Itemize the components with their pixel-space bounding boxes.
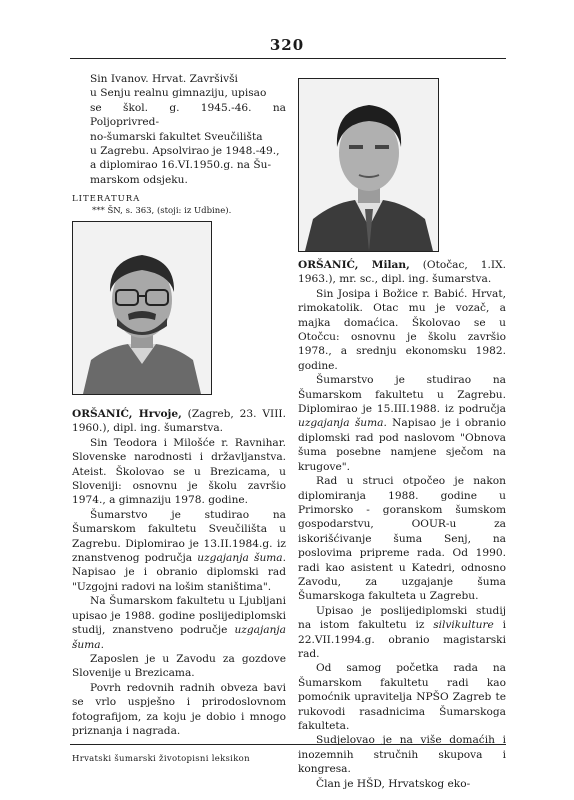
emphasis: uzgajanja šuma: [298, 417, 384, 430]
paragraph: [298, 373, 506, 474]
paragraph: Povrh redovnih radnih obveza bavi se vrlo uspješno i prirodoslovnom fotografijom, za koju je dobio i mnogo priznanja i nagrada.: [72, 681, 286, 737]
entry-hrvoje: [72, 407, 286, 738]
text-span: i 22.VII.1994.g. obranio magistarski rad.: [298, 619, 506, 660]
intro-line: u Senju realnu gimnaziju, upisao: [90, 87, 267, 100]
intro-line: a diplomirao 16.VI.1950.g. na Šu-: [90, 159, 272, 172]
paragraph: Član je HŠD, Hrvatskog eko-: [316, 777, 471, 790]
portrait-hrvoje: [72, 221, 212, 395]
emphasis: uzgajanja šuma: [72, 624, 286, 651]
left-intro-block: [72, 72, 286, 217]
entry-name-milan: ORŠANIĆ, Milan,: [298, 259, 410, 271]
text-span: Na Šumarskom fakultetu u Ljubljani upisao je 1988. godine poslijediplomski studij, znanstveno područje: [72, 595, 286, 637]
literature-heading: LITERATURA: [72, 194, 141, 205]
text-span: Šumarstvo je studirao na Šumarskom fakultetu Sveučilišta u Zagrebu. Diplomirao je 13.II.1984.g. iz znanstvenog područja: [72, 508, 286, 565]
entry-head-milan: (Otočac, 1.IX. 1963.), mr. sc., dipl. ing. šumarstva.: [298, 259, 506, 286]
literature-item: *** ŠN, s. 363, (stoji: iz Udbine).: [92, 206, 232, 217]
intro-line: no-šumarski fakultet Sveučilišta: [90, 130, 263, 143]
text-span: . Napisao je i obranio diplomski rad "Uzgojni radovi na lošim staništima".: [72, 552, 286, 593]
paragraph: Sin Josipa i Božice r. Babić. Hrvat, rimokatolik. Otac mu je vozač, a majka domaćica. Školovao se u Otočcu: osnovnu je školu završio 1978., a srednju ekonomsku 1982. godine.: [298, 287, 506, 372]
paragraph: [72, 594, 286, 652]
page-number: 320: [269, 36, 305, 54]
top-rule: [70, 58, 506, 59]
text-span: Šumarstvo je studirao na Šumarskom fakultetu u Zagrebu. Diplomirao je 15.III.1988. iz područja: [298, 374, 506, 416]
paragraph: Zaposlen je u Zavodu za gozdove Slovenije u Brezicama.: [72, 652, 286, 680]
emphasis: uzgajanja šuma: [197, 552, 283, 565]
entry-name-hrvoje: ORŠANIĆ, Hrvoje,: [72, 408, 182, 420]
paragraph: Od samog početka rada na Šumarskom fakultetu radi kao pomoćnik upravitelja NPŠO Zagreb te rukovodi rasadnicima Šumarskoga fakulteta.: [298, 662, 506, 732]
text-span: . Napisao je i obranio diplomski rad pod naslovom "Obnova šuma posebne namjene sječom na krugove".: [298, 417, 506, 473]
text-span: .: [100, 638, 104, 651]
intro-line: se škol. g. 1945.-46. na Poljoprivred-: [90, 101, 286, 129]
emphasis: silvikulture: [433, 619, 494, 632]
bottom-rule: [70, 744, 506, 745]
paragraph: [72, 508, 286, 594]
text-span: Upisao je poslijediplomski studij na istom fakultetu iz: [298, 604, 506, 632]
intro-line: u Zagrebu. Apsolvirao je 1948.-49.,: [90, 145, 280, 158]
portrait-milan: [298, 78, 439, 252]
left-intro-text: [72, 72, 286, 187]
intro-line: Sin Ivanov. Hrvat. Završivši: [90, 73, 238, 85]
footer-title: Hrvatski šumarski životopisni leksikon: [72, 754, 250, 764]
paragraph: Rad u struci otpočeo je nakon diplomiranja 1988. godine u Primorsko - goranskom šumskom gospodarstvu, OOUR-u za iskorišćivanje šuma Senj, na poslovima pripreme rada. Od 1990. radi kao asistent u Katedri, odnosno Zavodu, za uzgajanje šuma Šumarskoga fakulteta u Zagrebu.: [298, 475, 506, 603]
paragraph: Sin Teodora i Milošće r. Ravnihar. Slovenske narodnosti i državljanstva. Ateist. Školovao se u Brezicama, u Sloveniji: osnovnu je školu završio 1974., a gimnaziju 1978. godine.: [72, 436, 286, 507]
intro-line: marskom odsjeku.: [90, 173, 188, 186]
paragraph: [298, 604, 506, 662]
paragraph: Sudjelovao je na više domaćih i inozemnih stručnih skupova i kongresa.: [298, 734, 506, 776]
entry-head-hrvoje: (Zagreb, 23. VIII. 1960.), dipl. ing. šumarstva.: [72, 408, 286, 435]
entry-milan: [298, 258, 506, 791]
